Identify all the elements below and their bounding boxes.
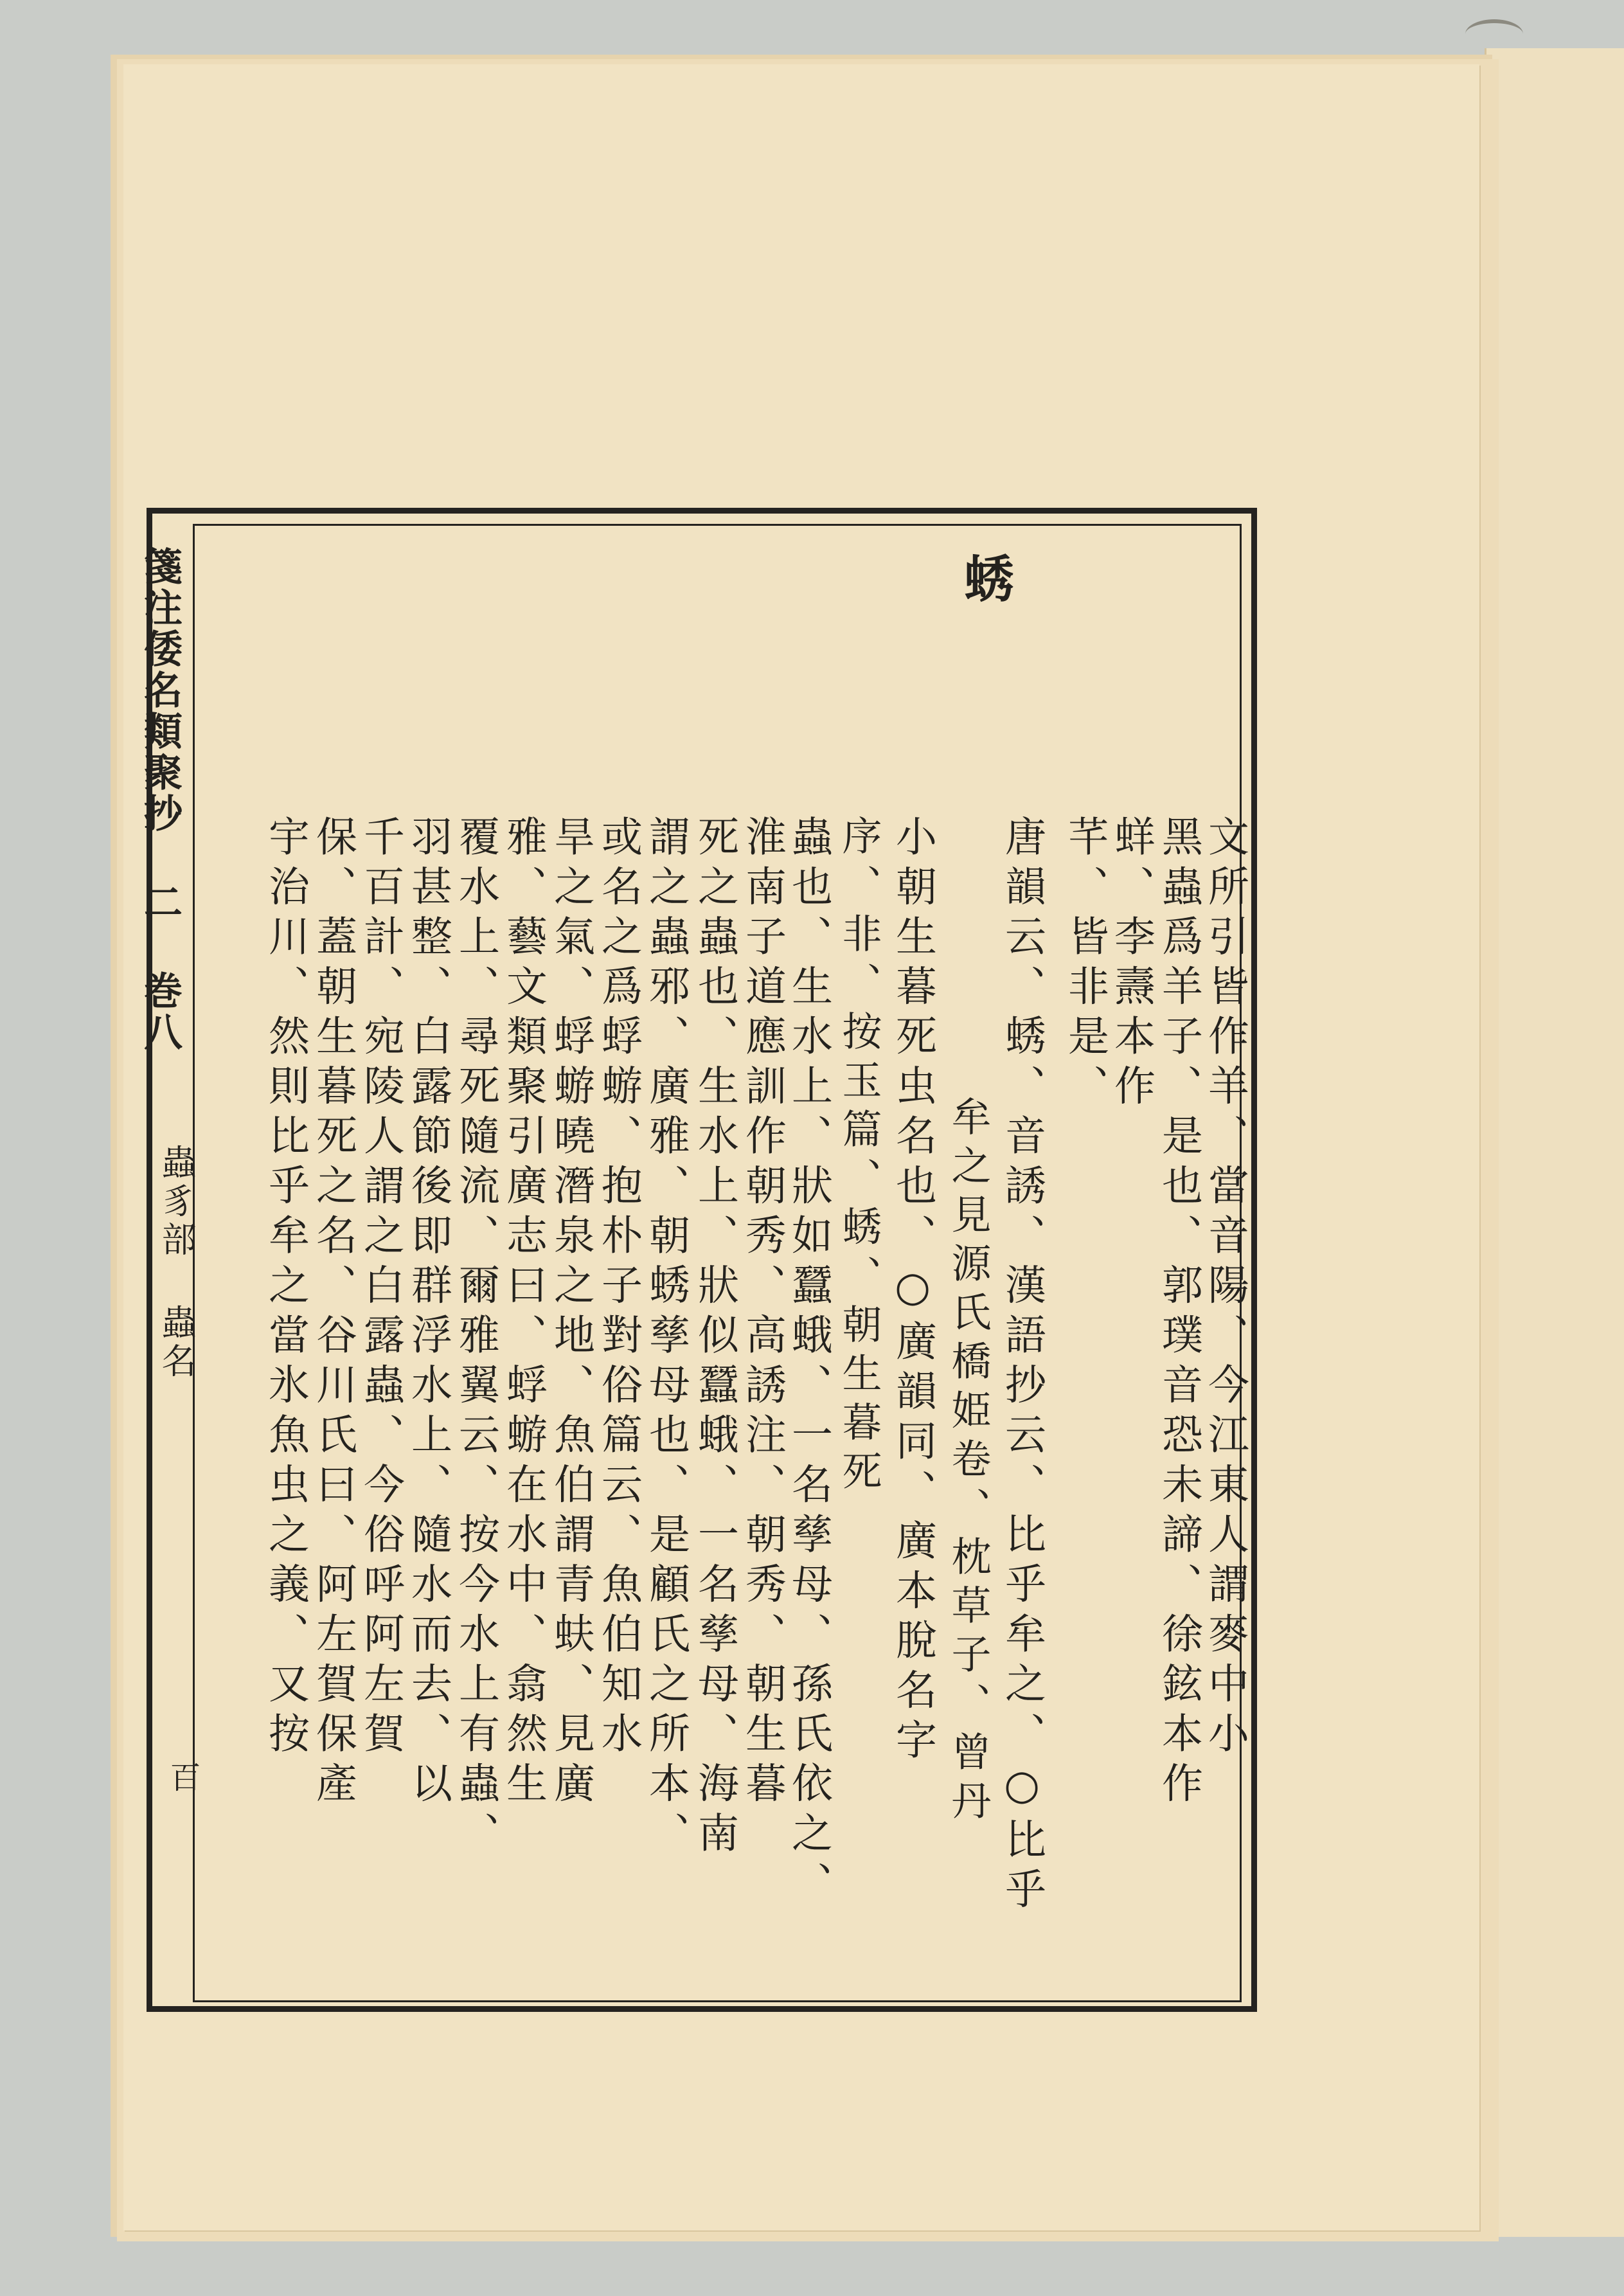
text-column: 序、非、按玉篇、蜏、朝生暮死 bbox=[835, 815, 882, 1499]
text-column: 宇治川、然則比乎牟之當氷魚虫之義、又按 bbox=[262, 815, 309, 1762]
text-column: 雅、藝文類聚引廣志曰、蜉蝣在水中、翕然生 bbox=[499, 815, 547, 1811]
text-column: 黑蟲爲羊子、是也、郭璞音恐未諦、徐鉉本作 bbox=[1155, 815, 1202, 1811]
text-column: 小朝生暮死虫名也、○廣韻同、廣本脫名字 bbox=[889, 815, 936, 1768]
text-column: 文所引皆作羊、當音陽、今江東人謂麥中小 bbox=[1201, 815, 1249, 1762]
text-column: 牟之見源氏橋姫卷、枕草子、曾丹 bbox=[945, 1096, 992, 1829]
section-label: 蟲豸部 蟲名 bbox=[156, 1144, 197, 1381]
folio-number: 百 bbox=[165, 1761, 201, 1792]
text-column: 或名之爲蜉蝣、抱朴子對俗篇云、魚伯知水 bbox=[594, 815, 642, 1762]
entry-heading: 蜏 bbox=[956, 553, 1014, 603]
binding-thread bbox=[1465, 19, 1523, 49]
text-column: 羽甚整、白露節後即群浮水上、隨水而去、以 bbox=[404, 815, 452, 1811]
text-column: 千百計、宛陵人謂之白露蟲、今俗呼阿左賀 bbox=[357, 815, 404, 1762]
text-column: 蛘、李燾本作 bbox=[1107, 815, 1155, 1114]
text-column: 淮南子道應訓作朝秀、高誘注、朝秀、朝生暮 bbox=[738, 815, 786, 1811]
text-column: 死之蟲也、生水上、狀似蠶蛾、一名孳母、海南 bbox=[691, 815, 738, 1861]
text-column: 蟲也、生水上、狀如蠶蛾、一名孳母、孫氏依之、 bbox=[785, 815, 832, 1911]
text-column: 謂之蟲邪、廣雅、朝蜏孳母也、是顧氏之所本、 bbox=[642, 815, 690, 1861]
text-column: 芊、皆非是、 bbox=[1061, 815, 1109, 1114]
text-column: 旱之氣、蜉蝣曉潛泉之地、魚伯謂青蚨、見廣 bbox=[547, 815, 594, 1811]
text-column: 唐韻云、蜏、音誘、漢語抄云、比乎牟之、○比乎 bbox=[998, 815, 1046, 1917]
text-column: 覆水上、尋死隨流、爾雅翼云、按今水上有蟲、 bbox=[452, 815, 499, 1861]
book-title: 箋注倭名類聚抄 二 巻八 bbox=[138, 546, 183, 1053]
text-column: 保、蓋朝生暮死之名、谷川氏曰、阿左賀保產 bbox=[309, 815, 357, 1811]
facing-page-edge bbox=[1485, 48, 1624, 2237]
